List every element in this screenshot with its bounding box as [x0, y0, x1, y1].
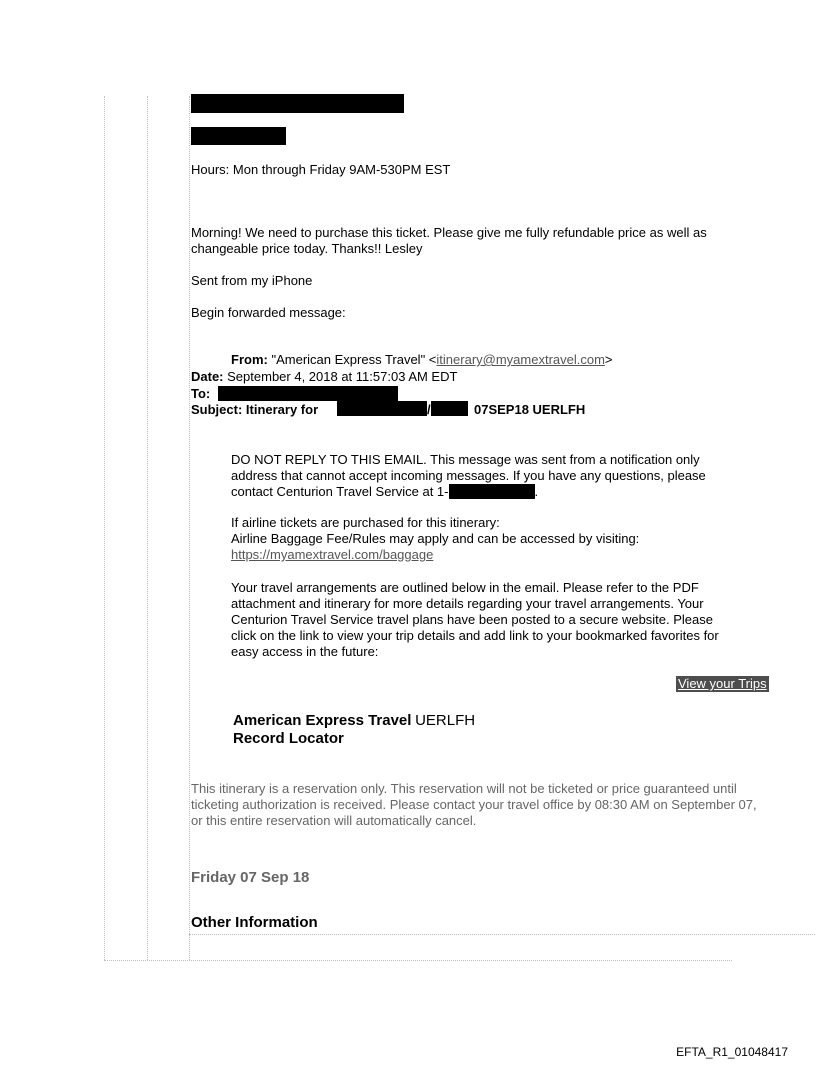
record-locator — [233, 712, 475, 748]
reservation-note — [191, 781, 811, 829]
redaction-block — [218, 386, 398, 401]
other-info-heading: Other Information — [191, 914, 318, 931]
section-rule — [189, 934, 815, 935]
from-label: From: — [231, 352, 268, 367]
record-label: Record Locator — [233, 730, 344, 747]
left-rule-1 — [104, 96, 105, 960]
arrangements-line: easy access in the future: — [231, 644, 379, 659]
day-heading: Friday 07 Sep 18 — [191, 869, 310, 886]
arrangements-line: attachment and itinerary for more details regarding your travel arrangements. Your — [231, 596, 704, 611]
record-title: American Express Travel — [233, 712, 412, 729]
redaction-block — [431, 401, 468, 416]
document-id: EFTA_R1_01048417 — [676, 1045, 788, 1059]
message-line: changeable price today. Thanks!! Lesley — [191, 241, 423, 256]
from-close: > — [604, 352, 613, 367]
date-value: September 4, 2018 at 11:57:03 AM EDT — [227, 369, 458, 384]
subject-slash: / — [427, 402, 431, 417]
message-body — [191, 225, 791, 257]
from-line — [231, 352, 613, 368]
redaction-block — [449, 484, 535, 499]
view-trips-button[interactable]: View your Trips — [678, 676, 767, 691]
from-email-link[interactable]: itinerary@myamextravel.com — [436, 352, 605, 367]
forwarded-label: Begin forwarded message: — [191, 305, 346, 320]
reservation-line: This itinerary is a reservation only. This reservation will not be ticketed or price guaranteed until — [191, 781, 737, 796]
notice-block — [231, 452, 791, 500]
hours-text: Hours: Mon through Friday 9AM-530PM EST — [191, 162, 451, 177]
notice-line — [231, 484, 791, 500]
record-code: UERLFH — [415, 712, 476, 729]
redaction-block — [191, 94, 404, 113]
bottom-rule — [104, 960, 732, 961]
sent-from-text: Sent from my iPhone — [191, 273, 313, 288]
left-rule-2 — [147, 96, 148, 960]
date-label: Date: — [191, 369, 224, 384]
arrangements-block — [231, 580, 801, 660]
baggage-block — [231, 515, 791, 563]
notice-line: DO NOT REPLY TO THIS EMAIL. This message was sent from a notification only — [231, 452, 700, 467]
date-line — [191, 369, 457, 385]
notice-phone-text: contact Centurion Travel Service at 1- — [231, 484, 449, 499]
baggage-link[interactable]: https://myamextravel.com/baggage — [231, 547, 434, 562]
from-value: "American Express Travel" < — [271, 352, 437, 367]
subject-label: Subject: Itinerary for — [191, 402, 319, 417]
subject-end: 07SEP18 UERLFH — [474, 402, 586, 417]
reservation-line: ticketing authorization is received. Please contact your travel office by 08:30 AM on September 07, — [191, 797, 757, 812]
left-rule-3 — [189, 96, 190, 960]
message-line: Morning! We need to purchase this ticket. Please give me fully refundable price as well as — [191, 225, 707, 240]
redaction-block — [337, 401, 427, 416]
arrangements-line: Your travel arrangements are outlined below in the email. Please refer to the PDF — [231, 580, 699, 595]
baggage-line: If airline tickets are purchased for this itinerary: — [231, 515, 500, 530]
notice-line: address that cannot accept incoming messages. If you have any questions, please — [231, 468, 706, 483]
notice-period: . — [534, 484, 539, 499]
arrangements-line: Centurion Travel Service travel plans have been posted to a secure website. Please — [231, 612, 713, 627]
to-label: To: — [191, 386, 211, 401]
reservation-line: or this entire reservation will automatically cancel. — [191, 813, 477, 828]
baggage-line: Airline Baggage Fee/Rules may apply and can be accessed by visiting: — [231, 531, 640, 546]
arrangements-line: click on the link to view your trip details and add link to your bookmarked favorites for — [231, 628, 719, 643]
redaction-block — [191, 127, 286, 145]
